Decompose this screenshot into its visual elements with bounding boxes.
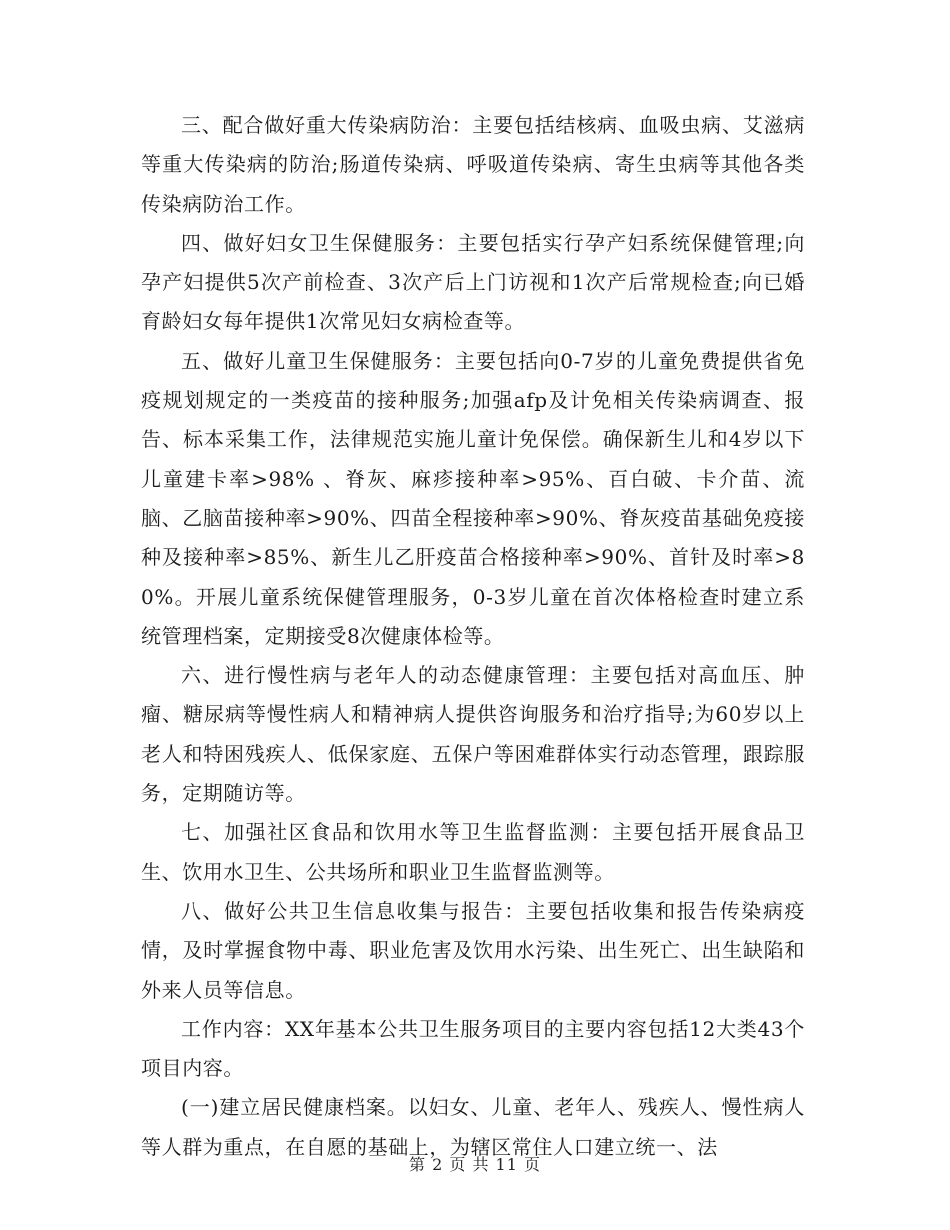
paragraph-section-5: 五、做好儿童卫生保健服务：主要包括向0-7岁的儿童免费提供省免疫规划规定的一类疫苗的接种服务;加强afp及计免相关传染病调查、报告、标本采集工作，法律规范实施儿童计免保偿。确保新生儿和4岁以下儿童建卡率>98% 、脊灰、麻疹接种率>95%、百白破、卡介苗、流脑、乙脑苗接种率>90%、四苗全程接种率>90%、脊灰疫苗基础免疫接种及接种率>85%、新生儿乙肝疫苗合格接种率>90%、首针及时率>80%。开展儿童系统保健管理服务，0-3岁儿童在首次体格检查时建立系统管理档案，定期接受8次健康体检等。 [141,348,805,648]
paragraph-section-4: 四、做好妇女卫生保健服务：主要包括实行孕产妇系统保健管理;向孕产妇提供5次产前检查、3次产后上门访视和1次产后常规检查;向已婚育龄妇女每年提供1次常见妇女病检查等。 [141,230,805,334]
paragraph-section-7: 七、加强社区食品和饮用水等卫生监督监测：主要包括开展食品卫生、饮用水卫生、公共场所和职业卫生监督监测等。 [141,820,805,884]
document-body [141,106,805,1167]
paragraph-health-records: (一)建立居民健康档案。以妇女、儿童、老年人、残疾人、慢性病人等人群为重点，在自愿的基础上，为辖区常住人口建立统一、法 [141,1095,805,1159]
paragraph-section-8: 八、做好公共卫生信息收集与报告：主要包括收集和报告传染病疫情，及时掌握食物中毒、职业危害及饮用水污染、出生死亡、出生缺陷和外来人员等信息。 [141,898,805,1002]
paragraph-section-6: 六、进行慢性病与老年人的动态健康管理：主要包括对高血压、肿瘤、糖尿病等慢性病人和精神病人提供咨询服务和治疗指导;为60岁以上老人和特困残疾人、低保家庭、五保户等困难群体实行动态管理，跟踪服务，定期随访等。 [141,663,805,806]
paragraph-section-3: 三、配合做好重大传染病防治：主要包括结核病、血吸虫病、艾滋病等重大传染病的防治;肠道传染病、呼吸道传染病、寄生虫病等其他各类传染病防治工作。 [141,113,805,216]
paragraph-work-content: 工作内容：XX年基本公共卫生服务项目的主要内容包括12大类43个项目内容。 [141,1016,805,1081]
page-number-label: 第 2 页 共 11 页 [409,1155,541,1174]
page-footer [0,1152,950,1175]
